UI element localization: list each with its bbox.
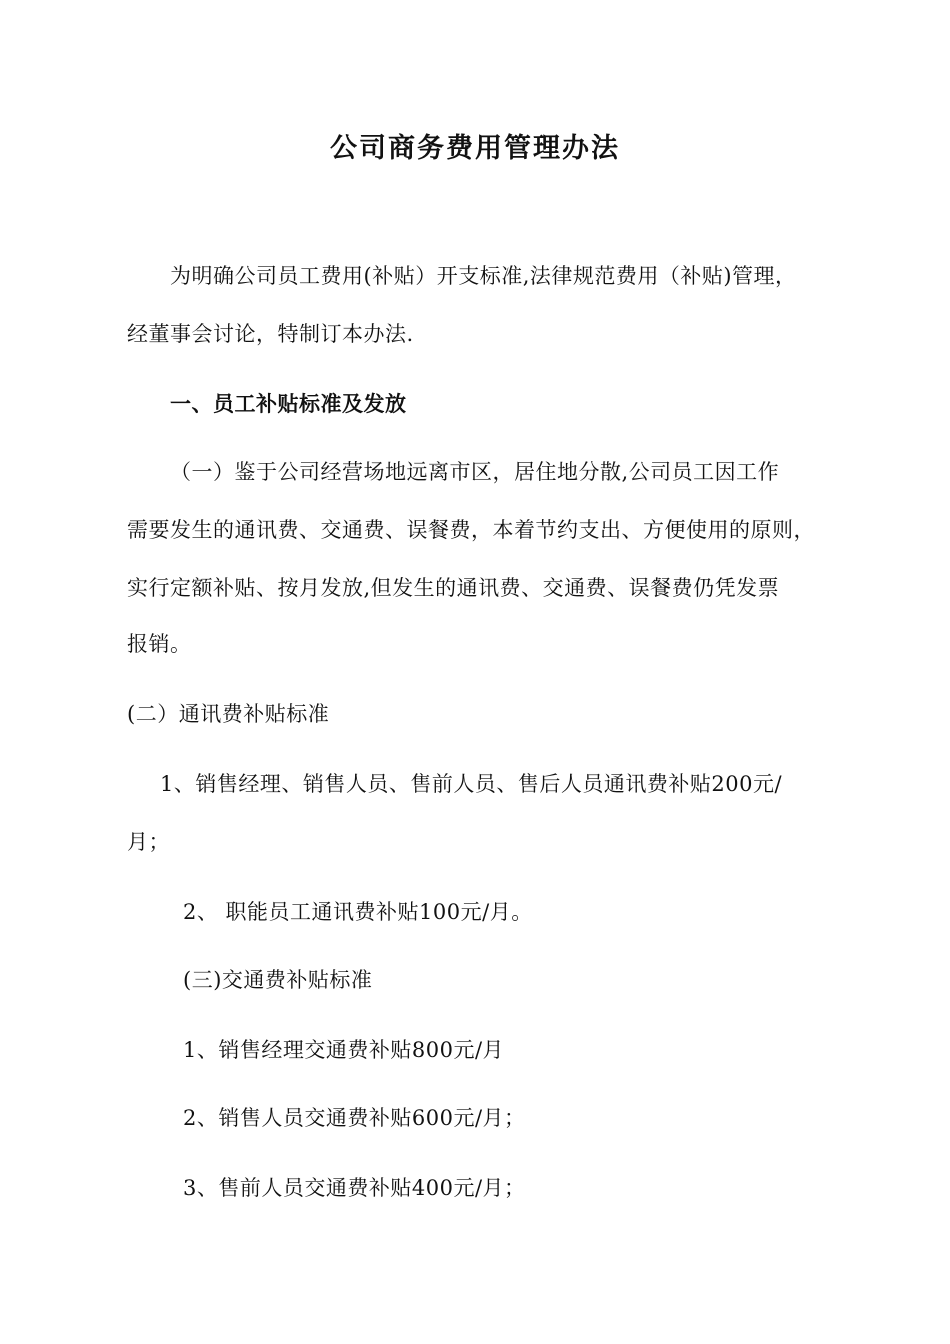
paragraph-line: 实行定额补贴、按月发放,但发生的通讯费、交通费、误餐费仍凭发票 bbox=[127, 576, 780, 600]
paragraph-line: 需要发生的通讯费、交通费、误餐费，本着节约支出、方便使用的原则， bbox=[127, 518, 815, 542]
paragraph-line: 为明确公司员工费用(补贴）开支标准,法律规范费用（补贴)管理， bbox=[170, 264, 797, 288]
list-item: 1、销售经理、销售人员、售前人员、售后人员通讯费补贴200元/ bbox=[160, 772, 783, 796]
list-item: 2、 职能员工通讯费补贴100元/月。 bbox=[183, 900, 533, 924]
subsection-heading: (二）通讯费补贴标准 bbox=[127, 702, 330, 726]
section-heading: 一、员工补贴标准及发放 bbox=[170, 391, 407, 416]
paragraph-line: 经董事会讨论，特制订本办法. bbox=[127, 322, 414, 346]
list-item-continuation: 月； bbox=[127, 830, 170, 854]
list-item: 3、售前人员交通费补贴400元/月； bbox=[183, 1176, 526, 1200]
list-item: 1、销售经理交通费补贴800元/月 bbox=[183, 1038, 505, 1062]
paragraph-line: （一）鉴于公司经营场地远离市区，居住地分散,公司员工因工作 bbox=[170, 460, 780, 484]
document-title: 公司商务费用管理办法 bbox=[330, 133, 620, 164]
subsection-heading: (三)交通费补贴标准 bbox=[183, 968, 373, 992]
list-item: 2、销售人员交通费补贴600元/月； bbox=[183, 1106, 526, 1130]
paragraph-line: 报销。 bbox=[127, 632, 192, 656]
